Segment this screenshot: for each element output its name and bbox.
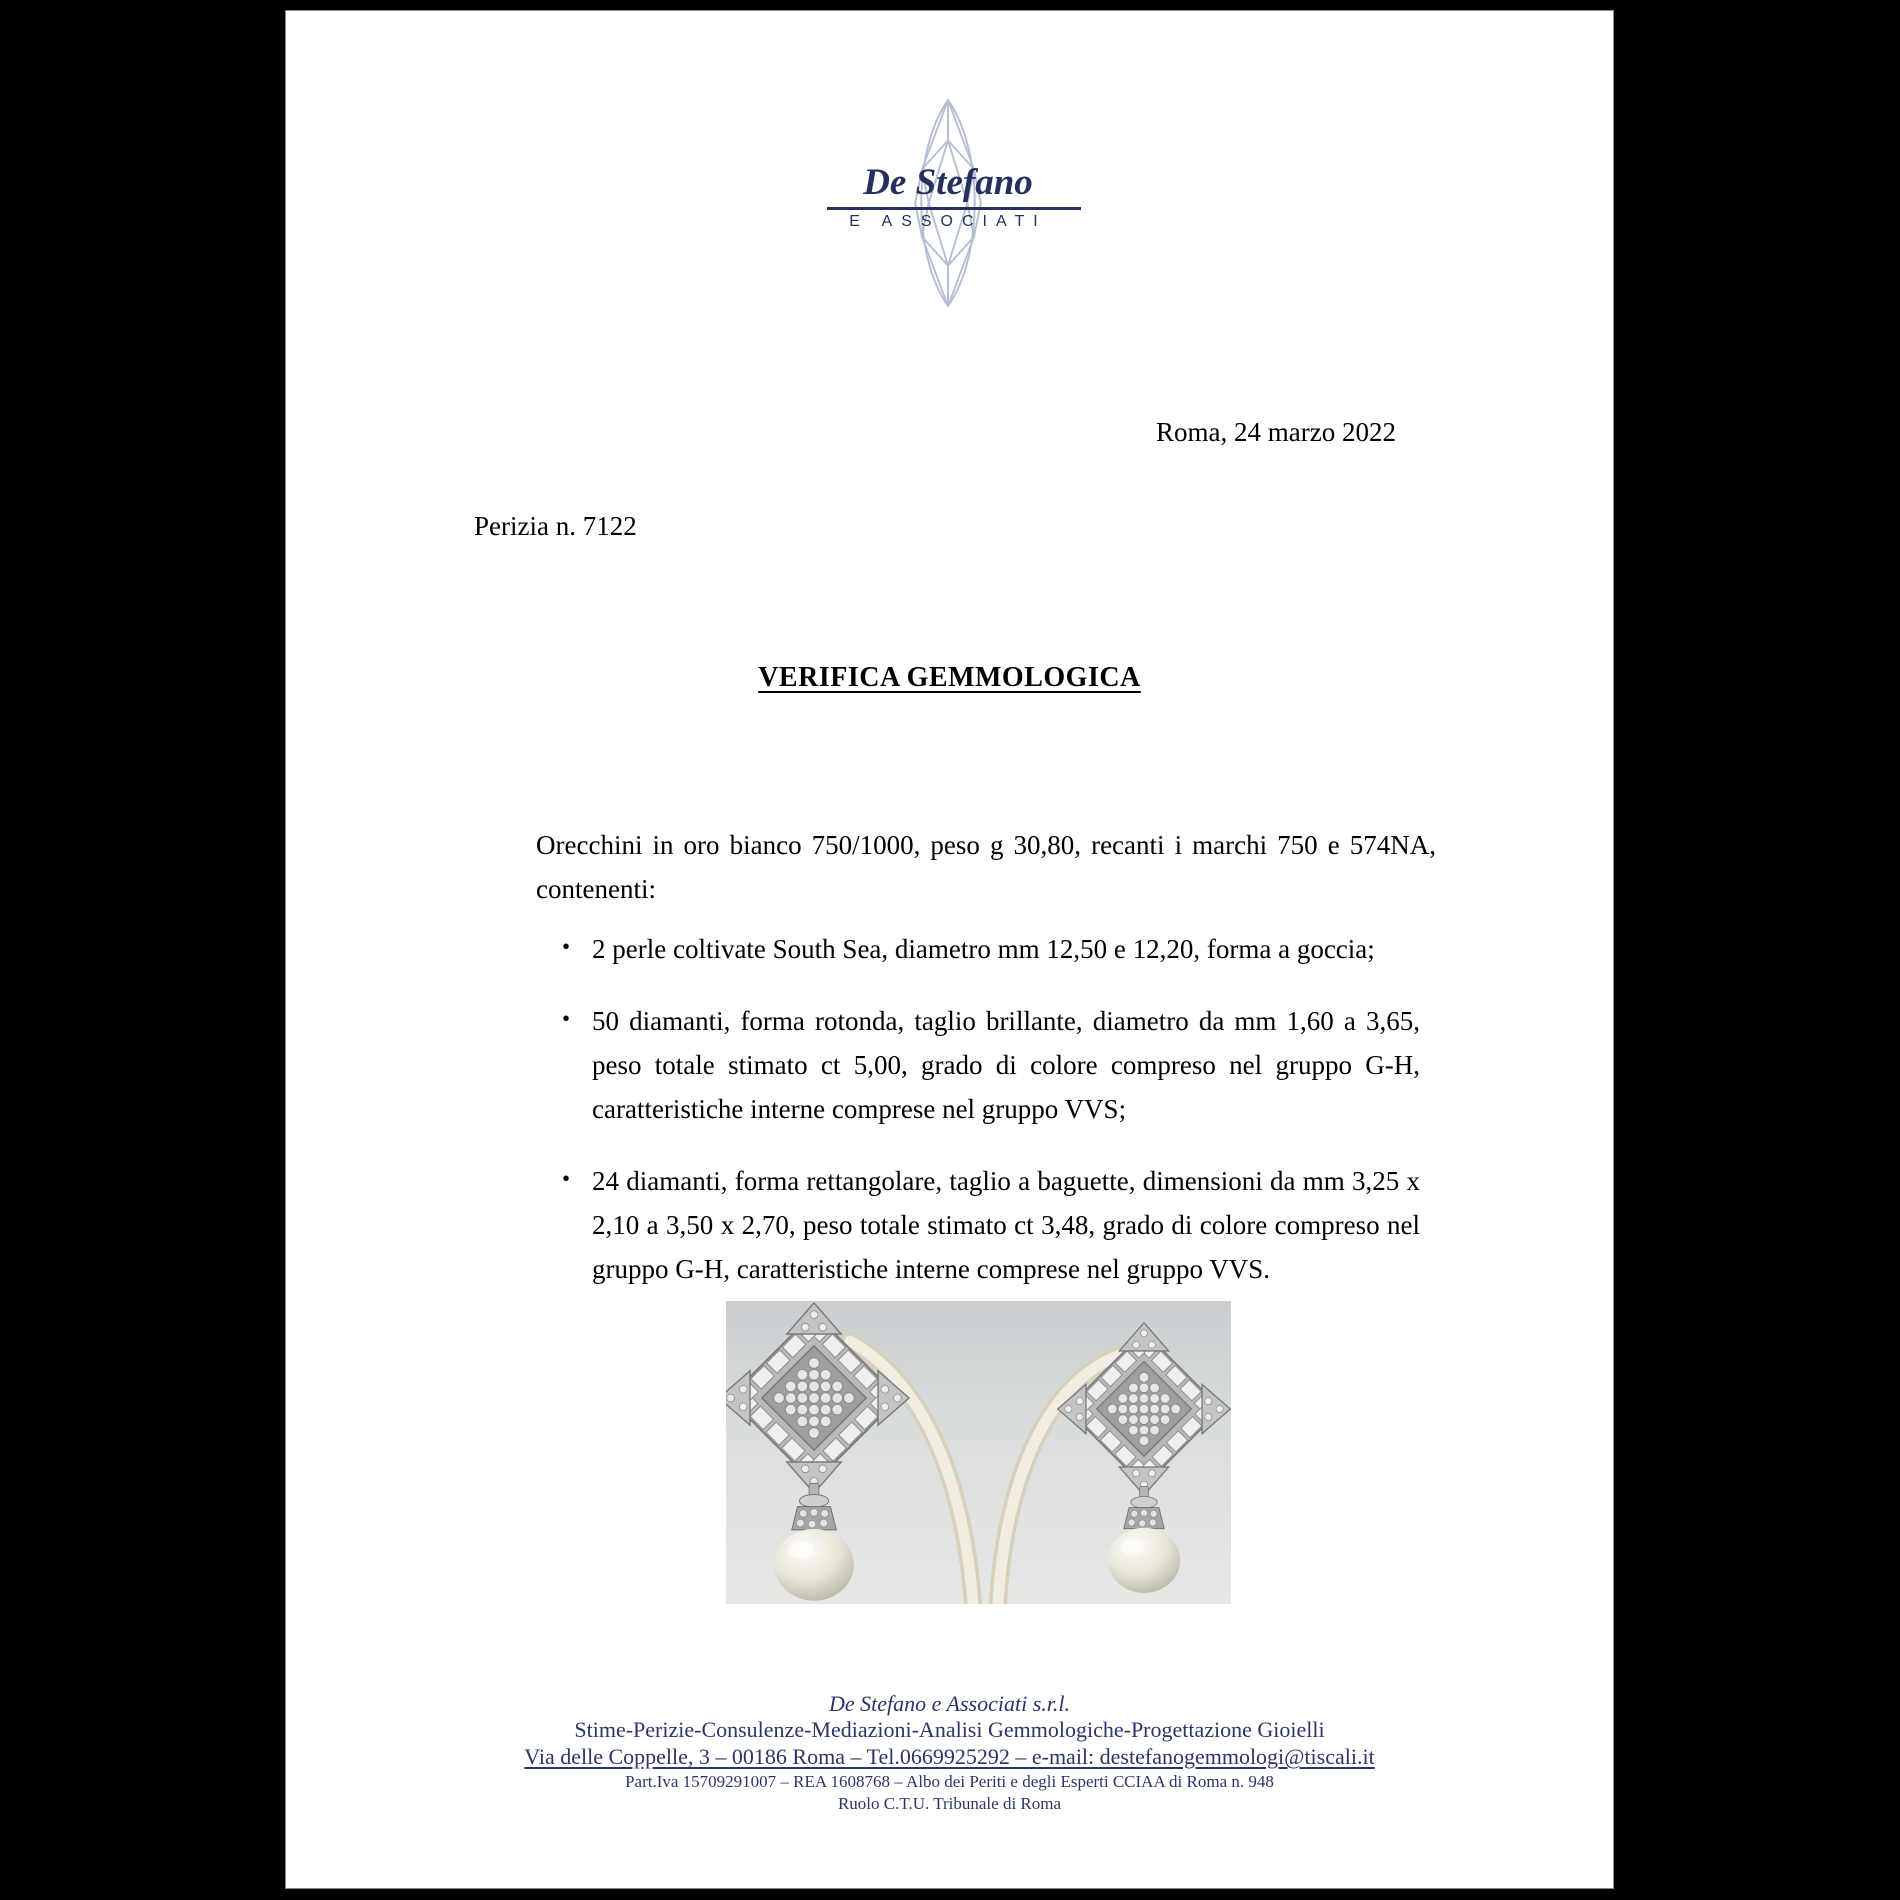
list-item — [558, 927, 1420, 971]
footer — [286, 1691, 1613, 1815]
list-item-text: 2 perle coltivate South Sea, diametro mm 12,50 e 12,20, forma a goccia; — [592, 934, 1375, 964]
list-item-text: 24 diamanti, forma rettangolare, taglio a baguette, dimensioni da mm 3,25 x 2,10 a 3,50 x 2,70, peso totale stimato ct 3,48, grado di colore compreso nel gruppo G-H, caratteristiche interne comprese nel gruppo VVS. — [592, 1166, 1420, 1284]
date-line: Roma, 24 marzo 2022 — [1156, 417, 1396, 447]
footer-company: De Stefano e Associati s.r.l. — [829, 1691, 1070, 1716]
intro-paragraph: Orecchini in oro bianco 750/1000, peso g 30,80, recanti i marchi 750 e 574NA, contenenti: — [536, 830, 1436, 904]
certificate-page — [285, 10, 1614, 1889]
bullet-icon: • — [562, 1166, 571, 1191]
report-number: Perizia n. 7122 — [474, 511, 637, 541]
footer-court: Ruolo C.T.U. Tribunale di Roma — [837, 1794, 1062, 1813]
bullet-icon: • — [562, 934, 571, 959]
footer-services: Stime-Perizie-Consulenze-Mediazioni-Analisi Gemmologiche-Progettazione Gioielli — [574, 1717, 1325, 1742]
list-item — [558, 999, 1420, 1131]
logo-company-name: De Stefano — [863, 162, 1033, 203]
footer-address: Via delle Coppelle, 3 – 00186 Roma – Tel.0669925292 – e-mail: destefanogemmologi@tiscali.it — [524, 1744, 1375, 1769]
logo-divider — [827, 207, 1081, 210]
list-item — [558, 1159, 1420, 1291]
bullet-icon: • — [562, 1006, 571, 1031]
item-list — [558, 927, 1420, 1319]
logo-subtitle: E ASSOCIATI — [849, 213, 1047, 230]
earrings-photo — [726, 1301, 1231, 1604]
page-title: VERIFICA GEMMOLOGICA — [758, 662, 1141, 693]
list-item-text: 50 diamanti, forma rotonda, taglio brillante, diametro da mm 1,60 a 3,65, peso totale stimato ct 5,00, grado di colore compreso nel gruppo G-H, caratteristiche interne comprese nel gruppo VVS; — [592, 1006, 1420, 1124]
footer-registration: Part.Iva 15709291007 – REA 1608768 – Albo dei Periti e degli Esperti CCIAA di Roma n. 948 — [625, 1772, 1274, 1791]
